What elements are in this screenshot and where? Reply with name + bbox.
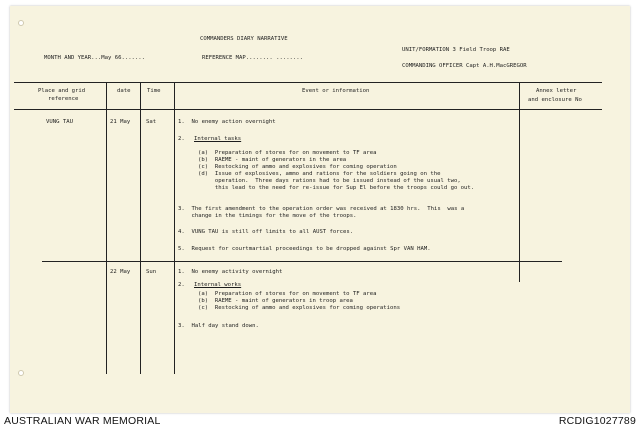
entry2-item-2a: (a) Preparation of stores for on movement to TF area [198,291,377,297]
col-place-header: Place and grid [38,88,86,94]
commanding-officer: COMMANDING OFFICER Capt A.H.MacGREGOR [402,63,527,69]
col-time-header: Time [147,88,161,94]
column-rule [174,82,175,374]
entry2-item-3: 3. Half day stand down. [178,323,259,329]
entry2-item-2c: (c) Restocking of ammo and explosives for coming operations [198,305,401,311]
entry1-item-2a: (a) Preparation of stores for on movement to TF area [198,150,377,156]
footer-record-id: RCDIG1027789 [558,415,636,427]
entry1-item-2d-1: (d) Issue of explosives, ammo and rations for the soldiers going on the [198,171,441,177]
entry2-time: Sun [146,269,157,275]
entry1-item-2-num: 2. [178,136,185,142]
col-date-header: date [117,88,131,94]
column-rule [140,82,141,374]
entry1-date: 21 May [110,119,131,125]
col-annex-header-2: and enclosure No [528,97,582,103]
entry2-item-2-heading: Internal works [194,282,242,288]
entry2-date: 22 May [110,269,131,275]
reference-map: REFERENCE MAP........ ........ [202,55,304,61]
entry1-item-5: 5. Request for courtmartial proceedings to be dropped against Spr VAN HAM. [178,246,431,252]
table-header-rule [14,109,602,110]
unit-formation: UNIT/FORMATION 3 Field Troop RAE [402,47,510,53]
entry2-item-1: 1. No enemy activity overnight [178,269,283,275]
punch-hole [18,20,24,26]
entry1-item-1: 1. No enemy action overnight [178,119,276,125]
col-place-header-2: reference [48,96,79,102]
entry1-item-2d-2: operation. Three days rations had to be issued instead of the usual two, [198,178,461,184]
entry1-item-2-heading: Internal tasks [194,136,242,142]
column-rule [106,82,107,374]
table-top-rule [14,82,602,83]
entry1-item-2b: (b) RAEME - maint of generators in the area [198,157,347,163]
entry1-item-3-line1: 3. The first amendment to the operation order was received at 1830 hrs. This was a [178,206,465,212]
entry1-time: Sat [146,119,157,125]
footer-source: AUSTRALIAN WAR MEMORIAL [4,415,161,427]
entry2-item-2-num: 2. [178,282,185,288]
entry-divider [42,261,562,262]
entry1-item-4: 4. VUNG TAU is still off limits to all AUST forces. [178,229,354,235]
entry1-place: VUNG TAU [46,119,73,125]
entry1-item-3-line2: change in the timings for the move of the troops. [178,213,357,219]
col-annex-header: Annex letter [536,88,577,94]
entry1-item-2c: (c) Restocking of ammo and explosives for coming operation [198,164,397,170]
punch-hole [18,370,24,376]
diary-title: COMMANDERS DIARY NARRATIVE [200,36,288,42]
month-year: MONTH AND YEAR...May 66....... [44,55,146,61]
col-event-header: Event or information [302,88,370,94]
column-rule [519,82,520,282]
entry1-item-2d-3: this lead to the need for re-issue for Sup El before the troops could go out. [198,185,475,191]
entry2-item-2b: (b) RAEME - maint of generators in troop area [198,298,353,304]
